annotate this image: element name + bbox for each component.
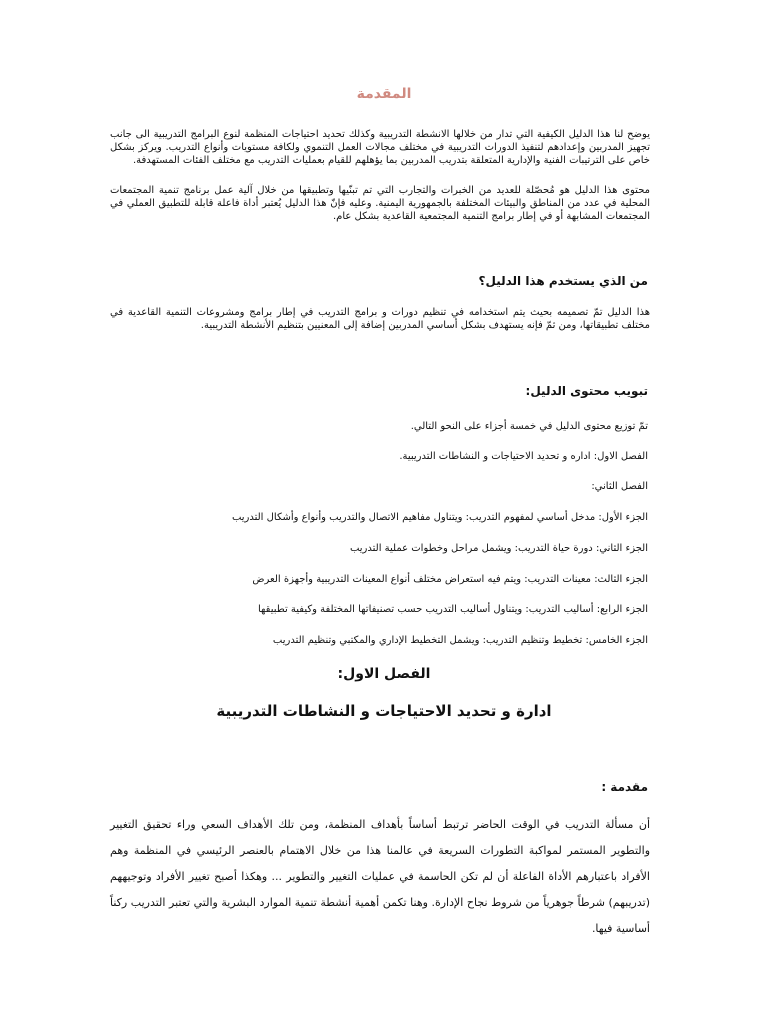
preface-heading: مقدمة : bbox=[601, 780, 648, 794]
intro-paragraph-1: يوضح لنا هذا الدليل الكيفية التي تدار من خلالها الانشطة التدريبية وكذلك تحديد احتياجات المنظمة لنوع البرامج التدريبية الى جانب تجهيز المدربين وإعدادهم لتنفيذ الدورات التدريبية في مختلف مجالات العمل التنموي ولكافة مستويات وأنواع التدريب. ويركز بشكل خاص على الترتيبات الفنية والإدارية المتعلقة بتدريب المدربين بما يؤهلهم للقيام بعمليات التدريب مع مختلف الفئات المستهدفة. bbox=[110, 129, 650, 166]
chapter-label: الفصل الاول: bbox=[337, 666, 431, 682]
toc-line: الجزء الرابع: أساليب التدريب: ويتناول أساليب التدريب حسب تصنيفاتها المختلفة وكيفية تطبيقها bbox=[258, 604, 648, 615]
toc-line: الفصل الاول: اداره و تحديد الاحتياجات و النشاطات التدريبية. bbox=[399, 451, 648, 462]
toc-line: الفصل الثاني: bbox=[591, 481, 648, 492]
intro-paragraph-2: محتوى هذا الدليل هو مُحصّلة للعديد من الخبرات والتجارب التي تم تبنّيها وتطبيقها من خلال آلية عمل برنامج تنمية المجتمعات المحلية في عدد من المناطق والبيئات المختلفة بالجمهورية اليمنية. وعليه فإنّ هذا الدليل يُعتبر أداة فاعلة قابلة للتطبيق العملي في المجتمعات المشابهة أو في إطار برامج التنمية المجتمعية القاعدية بشكل عام. bbox=[110, 185, 650, 222]
toc-heading: تبويب محتوى الدليل: bbox=[525, 384, 648, 398]
who-paragraph: هذا الدليل تمّ تصميمه بحيث يتم استخدامه في تنظيم دورات و برامج التدريب في إطار برامج ومشروعات التنمية القاعدية في مختلف تطبيقاتها، ومن ثمّ فإنه يستهدف بشكل أساسي المدربين إضافة إلى المعنيين بتنظيم الأنشطة التدريبية. bbox=[110, 307, 650, 331]
preface-paragraph: أن مسألة التدريب في الوقت الحاضر ترتبط أساساً بأهداف المنظمة، ومن تلك الأهداف السعي وراء تحقيق التغيير والتطوير المستمر لمواكبة التطورات السريعة في عالمنا هذا من خلال الاهتمام بالعنصر الرئيسي في المنظمة وهم الأفراد باعتبارهم الأداة الفاعلة أن لم تكن الحاسمة في عمليات التغيير والتطوير ... وهكذا أصبح تغيير الأفراد وتوجيههم (تدريبهم) شرطاً جوهرياً من شروط نجاح الإدارة. وهنا تكمن أهمية أنشطة تنمية الموارد البشرية والتي تعتبر التدريب ركناً أساسية فيها. bbox=[110, 818, 650, 935]
toc-line: الجزء الثاني: دورة حياة التدريب: ويشمل مراحل وخطوات عملية التدريب bbox=[349, 543, 648, 554]
intro-title: المقدمة bbox=[356, 86, 412, 102]
toc-line: تمّ توزيع محتوى الدليل في خمسة أجزاء على النحو التالي. bbox=[410, 421, 648, 432]
toc-line: الجزء الخامس: تخطيط وتنظيم التدريب: ويشمل التخطيط الإداري والمكتبي وتنظيم التدريب bbox=[272, 635, 648, 646]
toc-line: الجزء الأول: مدخل أساسي لمفهوم التدريب: ويتناول مفاهيم الاتصال والتدريب وأنواع وأشكال التدريب bbox=[231, 512, 648, 523]
chapter-title: ادارة و تحديد الاحتياجات و النشاطات التدريبية bbox=[216, 702, 552, 720]
who-heading: من الذي يستخدم هذا الدليل؟ bbox=[478, 274, 648, 288]
toc-line: الجزء الثالث: معينات التدريب: ويتم فيه استعراض مختلف أنواع المعينات التدريبية وأجهزة العرض bbox=[252, 574, 648, 585]
